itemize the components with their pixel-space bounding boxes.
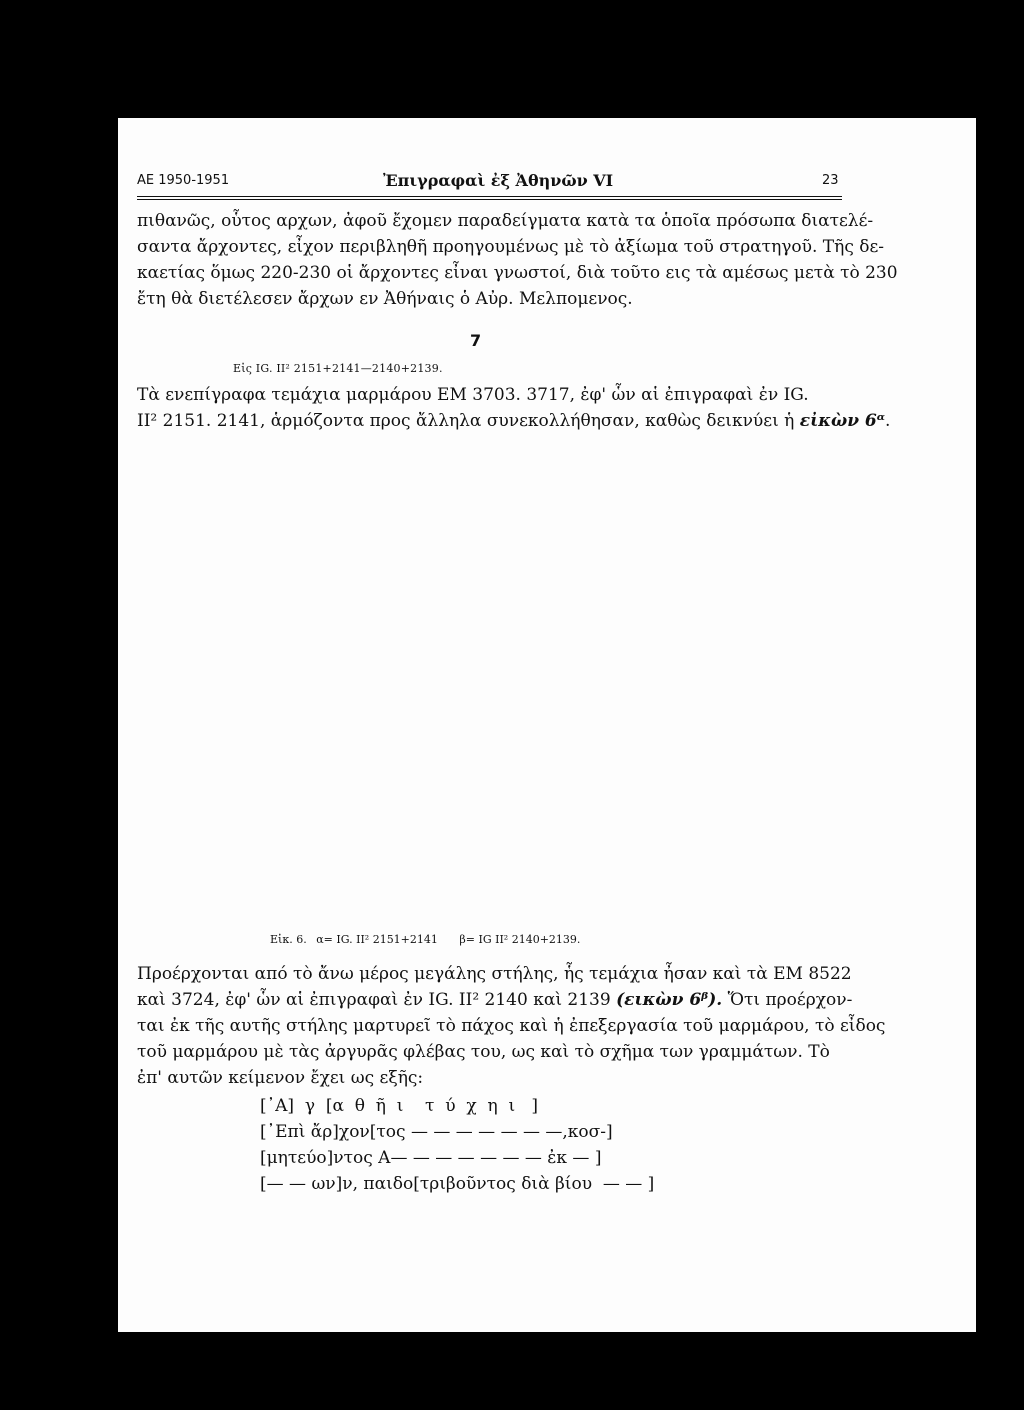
running-header — [137, 173, 837, 197]
paragraph-line — [137, 987, 853, 1013]
paragraph-line: πιθανῶς, οὗτος αρχων, ἀφοῦ ἔχομεν παραδείγματα κατὰ τα ὁποῖα πρόσωπα διατελέ- — [137, 211, 874, 231]
paragraph-line-text: καὶ 3724, ἐφ' ὧν αἱ ἐπιγραφαὶ ἐν IG. II² 2140 καὶ 2139 — [137, 990, 617, 1010]
paragraph-3 — [137, 961, 886, 1091]
figure-label: Εἰκ. 6. — [270, 933, 307, 946]
figure-caption — [270, 933, 586, 946]
figure-alpha: α= IG. II² 2151+2141 — [316, 933, 438, 946]
paragraph-line: σαντα ἄρχοντες, εἶχον περιβληθῆ προηγουμένως μὲ τὸ ἀξίωμα τοῦ στρατηγοῦ. Τῆς δε- — [137, 237, 885, 257]
inscription-line: [μητεύο]ντος Α— — — — — — — ἐκ — ] — [260, 1148, 602, 1168]
paragraph-line: ἔτη θὰ διετέλεσεν ἄρχων εν Ἀθήναις ὁ Αὐρ. Μελπομενος. — [137, 289, 633, 309]
inscription-text — [260, 1093, 654, 1197]
paragraph-2 — [137, 382, 891, 434]
inscription-line: [᾽Α] γ [α θ ῆ ι τ ύ χ η ι ] — [260, 1096, 539, 1116]
paragraph-line-text: II² 2151. 2141, ἁρμόζοντα προς ἄλληλα συνεκολλήθησαν, καθὼς δεικνύει ἡ — [137, 411, 800, 431]
paragraph-line: Τὰ ενεπίγραφα τεμάχια μαρμάρου ΕΜ 3703. 3717, ἐφ' ὧν αἱ ἐπιγραφαὶ ἐν IG. — [137, 385, 809, 405]
journal-label: ΑΕ 1950-1951 — [137, 173, 230, 188]
paragraph-line: Προέρχονται από τὸ ἄνω μέρος μεγάλης στήλης, ἧς τεμάχια ἦσαν καὶ τὰ ΕΜ 8522 — [137, 964, 852, 984]
paragraph-line: τοῦ μαρμάρου μὲ τὰς ἀργυρᾶς φλέβας του, ως καὶ τὸ σχῆμα των γραμμάτων. Τὸ — [137, 1042, 830, 1062]
running-title: Ἐπιγραφαὶ ἐξ Ἀθηνῶν VI — [383, 171, 614, 190]
figure-reference: (εικὼν 6ᵝ). — [616, 990, 723, 1010]
paragraph-line: ται ἐκ τῆς αυτῆς στήλης μαρτυρεῖ τὸ πάχος καὶ ἡ ἐπεξεργασία τοῦ μαρμάρου, τὸ εἶδος — [137, 1016, 886, 1036]
section-reference: Εἰς IG. II² 2151+2141—2140+2139. — [233, 362, 443, 375]
paragraph-line: ἐπ' αυτῶν κείμενον ἔχει ως εξῆς: — [137, 1068, 424, 1088]
inscription-line: [᾽Επὶ ἄρ]χον[τος — — — — — — —,κοσ-] — [260, 1122, 613, 1142]
figure-reference: εἰκὼν 6ᵅ — [799, 411, 885, 431]
page-number: 23 — [822, 173, 839, 188]
paragraph-line-end: Ὅτι προέρχον- — [722, 990, 853, 1010]
inscription-line: [— — ων]ν, παιδο[τριβοῦντος διὰ βίου — — ] — [260, 1174, 655, 1194]
figure-beta: β= IG II² 2140+2139. — [459, 933, 581, 946]
paragraph-line: καετίας ὅμως 220-230 οἱ ἄρχοντες εἶναι γνωστοί, διὰ τοῦτο εις τὰ αμέσως μετὰ τὸ 230 — [137, 263, 898, 283]
section-number: 7 — [470, 331, 482, 350]
paragraph-line — [137, 408, 891, 434]
header-rule — [137, 196, 842, 200]
paragraph-line-end: . — [885, 411, 891, 431]
paragraph-1 — [137, 208, 898, 312]
document-page — [118, 118, 976, 1332]
